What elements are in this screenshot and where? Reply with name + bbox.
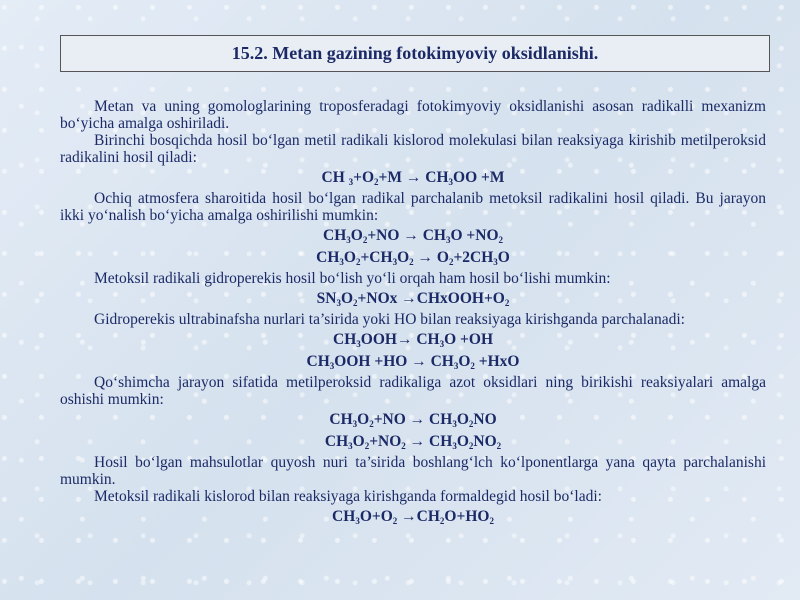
paragraph-1: Metan va uning gomologlarining troposferadagi fotokimyoviy oksidlanishi asosan radikalli mexanizm bo‘yicha amalga oshiriladi. (60, 98, 766, 132)
equation-8: $CH_3O_2+NO_2 \to CH_3O_2NO_2$ (324, 433, 502, 451)
paragraph-8: Metoksil radikali kislorod bilan reaksiyaga kirishganda formaldegid hosil bo‘ladi: (94, 488, 602, 505)
equation-6: $CH_3OOH +HO \to CH_3O_2 +HxO$ (306, 353, 520, 371)
title-box (60, 35, 770, 72)
document-body (60, 98, 766, 529)
equation-2: $CH_3O_2+NO \to CH_3O +NO_2$ (323, 227, 503, 245)
equation-4: $SN_3O_2+NOx$ $\to CHxOOH+O_2$ (316, 290, 510, 308)
equation-9: $CH_3O+O_2 \to CH_2O+HO_2$ (332, 508, 494, 526)
paragraph-6: Qo‘shimcha jarayon sifatida metilperoksid radikaliga azot oksidlari ning birikishi reaksiyalari amalga oshishi mumkin: (60, 374, 766, 408)
paragraph-3: Ochiq atmosfera sharoitida hosil bo‘lgan radikal parchalanib metoksil radikalini hosil qiladi. Bu jarayon ikki yo‘nalish bo‘yicha amalga oshirilishi mumkin: (60, 190, 766, 224)
equation-5: $CH_3OOH\to CH_3O +OH$ (333, 331, 493, 349)
equation-3: $CH_3O_2+CH_3O_2 \to O_2+2CH_3O$ (316, 249, 510, 267)
page-title: 15.2. Metan gazining fotokimyoviy oksidlanishi. (231, 43, 599, 63)
paragraph-7: Hosil bo‘lgan mahsulotlar quyosh nuri ta’sirida boshlang‘lch ko‘lponentlarga yana qayta parchalanishi mumkin. (60, 454, 766, 488)
paragraph-5: Gidroperekis ultrabinafsha nurlari ta’sirida yoki HO bilan reaksiyaga kirishganda parchalanadi: (94, 311, 685, 328)
paragraph-2: Birinchi bosqichda hosil bo‘lgan metil radikali kislorod molekulasi bilan reaksiyaga kirishib metilperoksid radikalini hosil qiladi: (60, 132, 766, 166)
equation-7: $CH_3O_2+NO \to CH_3O_2NO$ (329, 411, 497, 429)
equation-1: CH $_3+O_2+M \to CH_3OO +M$ (321, 169, 505, 187)
paragraph-4: Metoksil radikali gidroperekis hosil bo‘lish yo‘li orqah ham hosil bo‘lishi mumkin: (94, 270, 611, 287)
